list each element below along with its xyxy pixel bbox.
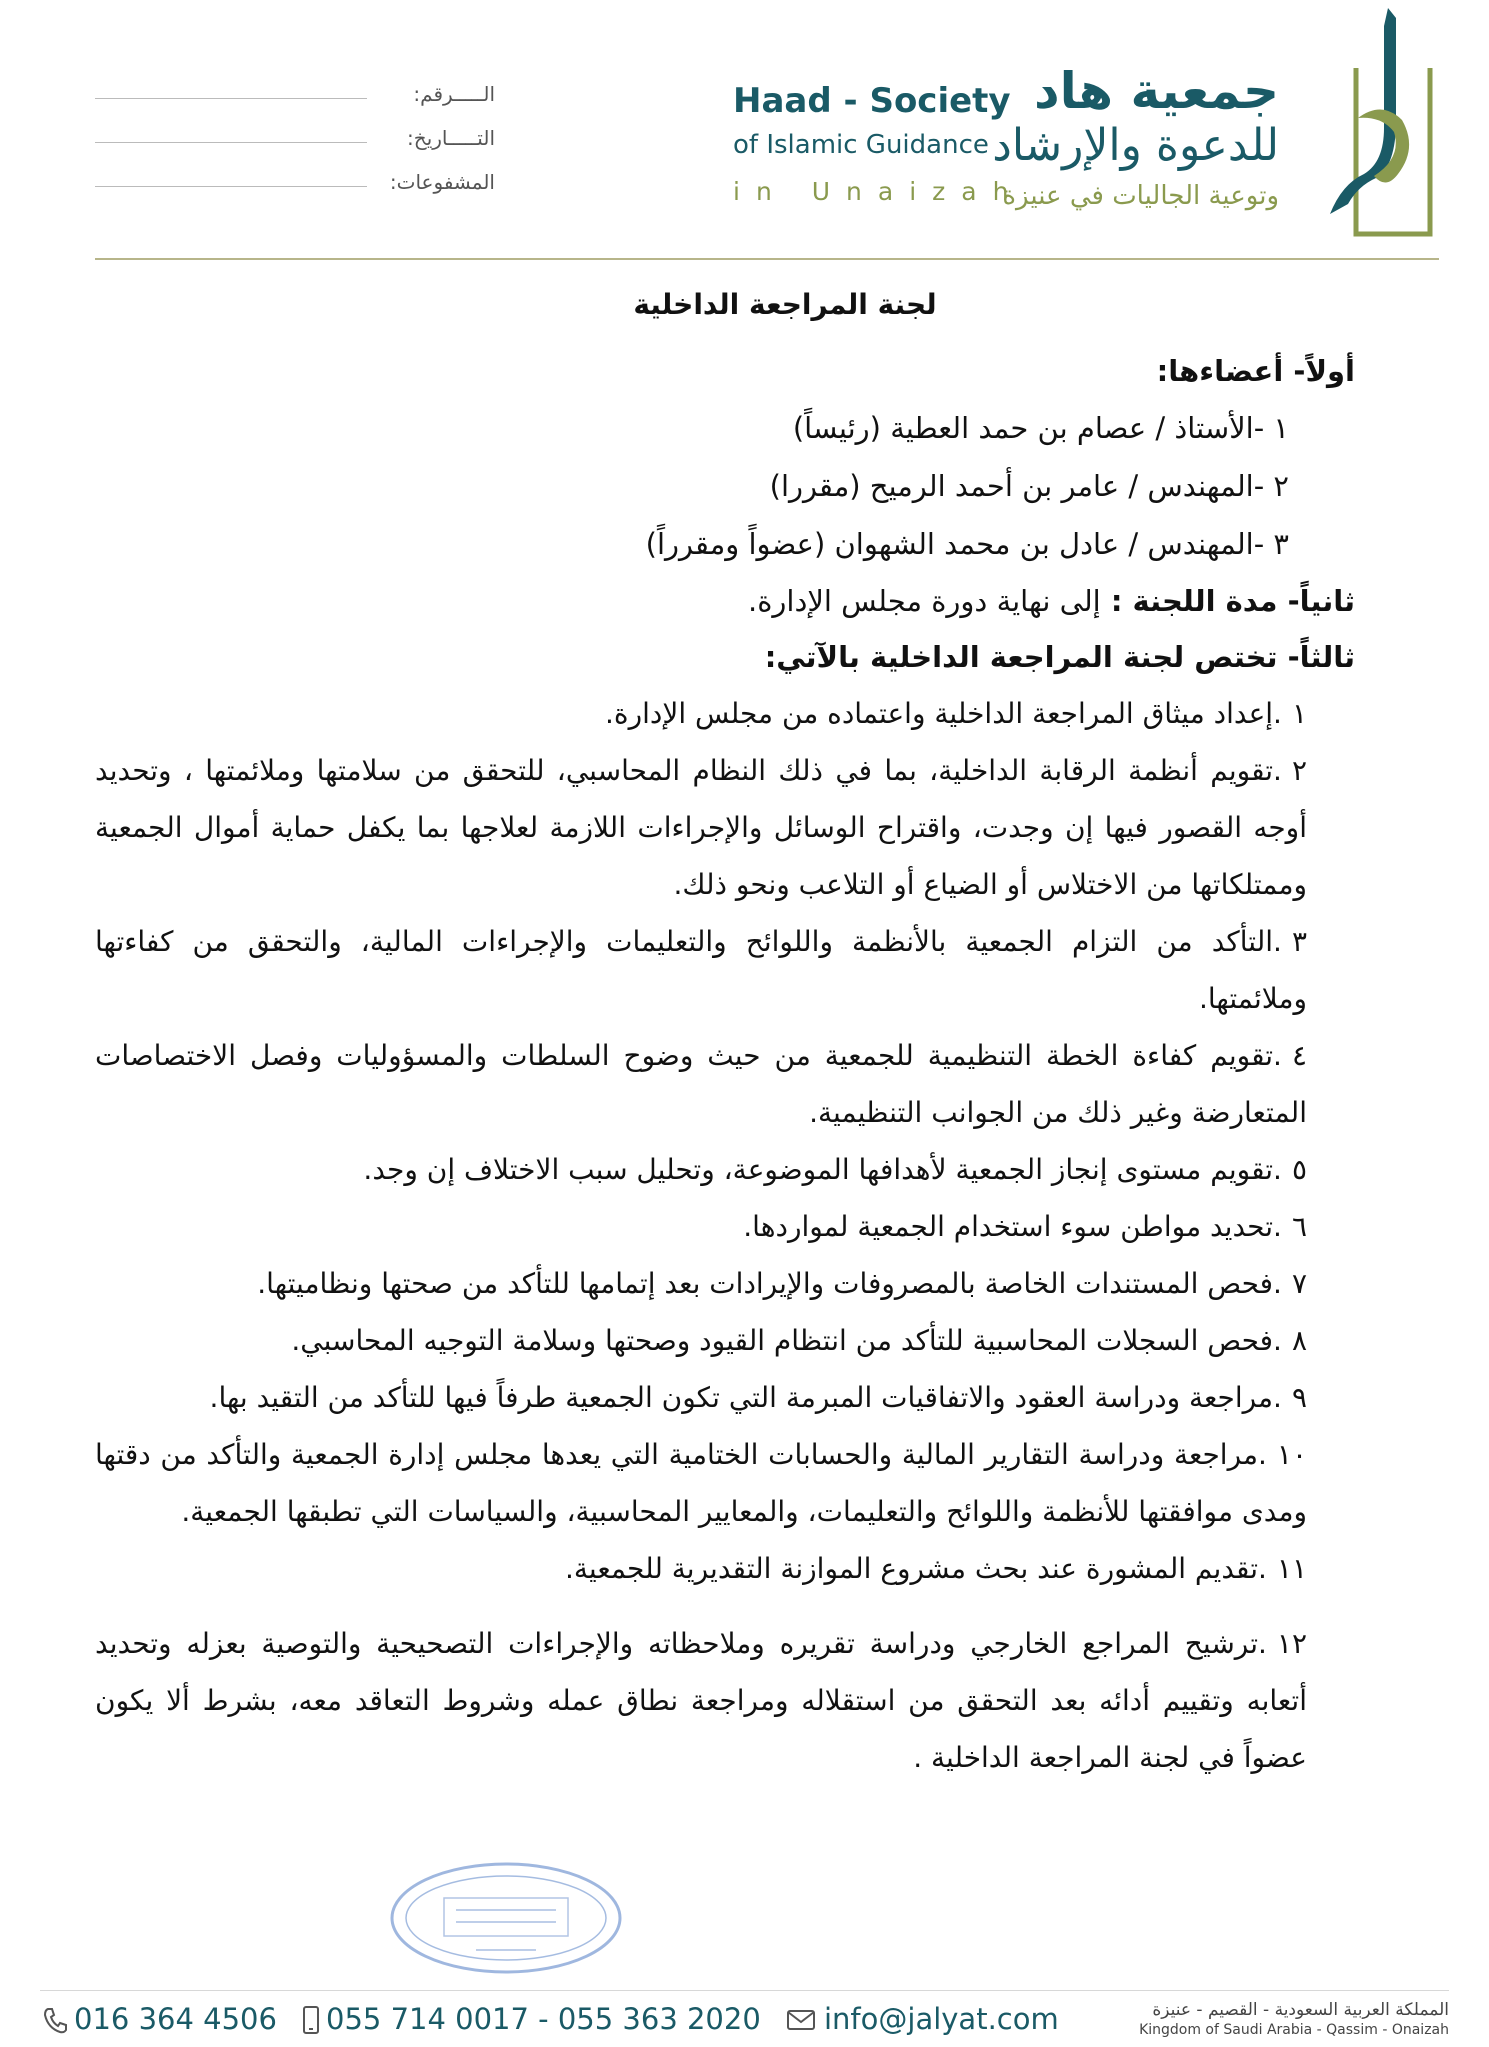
footer-address-arabic: المملكة العربية السعودية - القصيم - عنيزة	[1152, 2000, 1449, 2020]
duty-number: ٩	[1291, 1381, 1307, 1414]
phone-icon	[42, 2006, 68, 2034]
duty-number: ٥	[1291, 1153, 1307, 1186]
duty-text: .مراجعة ودراسة التقارير المالية والحسابات الختامية التي يعدها مجلس إدارة الجمعية والتأكد من دقتها ومدى موافقتها للأنظمة واللوائح والتعليمات، والمعايير المحاسبية، والسياسات التي تطبقها الجمعية.	[95, 1438, 1307, 1528]
duty-number: ١٠	[1276, 1438, 1307, 1471]
duty-text: .تقويم مستوى إنجاز الجمعية لأهدافها الموضوعة، وتحليل سبب الاختلاف إن وجد.	[363, 1153, 1282, 1186]
reference-number-label: الـــــرقم:	[413, 82, 495, 106]
duty-number: ٢	[1291, 754, 1307, 787]
duty-item	[95, 1198, 1355, 1255]
section-duties-heading: ثالثاً- تختص لجنة المراجعة الداخلية بالآتي:	[764, 640, 1355, 674]
duty-number: ١١	[1276, 1552, 1307, 1585]
duty-text: .ترشيح المراجع الخارجي ودراسة تقريره وملاحظاته والإجراءات التصحيحية والتوصية بعزله وتحديد أتعابه وتقييم أدائه بعد التحقق من استقلاله ومراجعة نطاق عمله وشروط التعاقد معه، بشرط ألا يكون عضواً في لجنة المراجعة الداخلية .	[95, 1627, 1307, 1774]
reference-number-field	[95, 82, 495, 126]
date-field	[95, 126, 495, 170]
duty-item	[95, 1426, 1355, 1540]
attachments-label: المشفوعات:	[389, 170, 495, 194]
footer-phone: 016 364 4506	[74, 2002, 277, 2036]
duty-item	[95, 913, 1355, 1027]
official-stamp-icon	[386, 1858, 626, 1978]
duty-number: ٧	[1291, 1267, 1307, 1300]
date-label: التـــــاريخ:	[407, 126, 495, 150]
footer-email: info@jalyat.com	[824, 2002, 1059, 2036]
duty-text: .تحديد مواطن سوء استخدام الجمعية لمواردها.	[743, 1210, 1282, 1243]
section-members-heading: أولاً- أعضاءها:	[1156, 354, 1355, 388]
society-name-arabic	[992, 62, 1279, 216]
letter-meta-fields	[95, 82, 495, 214]
society-name-en-line2: of Islamic Guidance	[733, 130, 989, 160]
duty-item	[95, 1369, 1355, 1426]
duty-number: ٣	[1291, 925, 1307, 958]
duty-text: .تقديم المشورة عند بحث مشروع الموازنة التقديرية للجمعية.	[564, 1552, 1267, 1585]
duty-text: .تقويم كفاءة الخطة التنظيمية للجمعية من حيث وضوح السلطات والمسؤوليات وفصل الاختصاصات المتعارضة وغير ذلك من الجوانب التنظيمية.	[95, 1039, 1307, 1129]
duty-text: .فحص السجلات المحاسبية للتأكد من انتظام القيود وصحتها وسلامة التوجيه المحاسبي.	[291, 1324, 1282, 1357]
section-duration-heading: ثانياً- مدة اللجنة :	[1110, 584, 1355, 618]
document-body	[95, 282, 1355, 1786]
society-name-ar-line1: جمعية هاد	[1033, 62, 1279, 120]
society-name-ar-line2: للدعوة والإرشاد	[992, 120, 1279, 171]
duty-item	[95, 1312, 1355, 1369]
mobile-icon	[298, 2006, 324, 2034]
duty-item	[95, 1255, 1355, 1312]
member-item: ٢ -المهندس / عامر بن أحمد الرميح (مقررا)	[769, 469, 1289, 503]
fill-line	[95, 98, 367, 99]
document-title: لجنة المراجعة الداخلية	[633, 288, 937, 321]
footer-divider	[40, 1990, 1449, 1991]
duty-number: ٦	[1291, 1210, 1307, 1243]
duty-number: ١٢	[1276, 1627, 1307, 1660]
section-duration	[95, 573, 1355, 629]
email-icon	[786, 2006, 816, 2034]
duty-text: .مراجعة ودراسة العقود والاتفاقيات المبرمة التي تكون الجمعية طرفاً فيها للتأكد من التقيد بها.	[209, 1381, 1282, 1414]
duty-number: ٨	[1291, 1324, 1307, 1357]
duty-number: ٤	[1291, 1039, 1307, 1072]
footer-mobiles: 055 714 0017 - 055 363 2020	[326, 2002, 761, 2036]
fill-line	[95, 186, 367, 187]
header-divider	[95, 258, 1439, 260]
duty-item	[95, 1540, 1355, 1597]
duty-number: ١	[1291, 697, 1307, 730]
footer-address-english: Kingdom of Saudi Arabia - Qassim - Onaizah	[1139, 2022, 1449, 2038]
society-name-english	[733, 80, 1024, 216]
duty-item	[95, 742, 1355, 913]
footer-contact-bar	[40, 2000, 1449, 2044]
fill-line	[95, 142, 367, 143]
duty-item	[95, 1141, 1355, 1198]
society-name-en-line3: in Unaizah	[733, 177, 1025, 206]
section-duration-text: إلى نهاية دورة مجلس الإدارة.	[747, 584, 1101, 618]
duty-text: .تقويم أنظمة الرقابة الداخلية، بما في ذلك النظام المحاسبي، للتحقق من سلامتها وملائمتها ، وتحديد أوجه القصور فيها إن وجدت، واقتراح الوسائل والإجراءات اللازمة لعلاجها بما يكفل حماية أموال الجمعية وممتلكاتها من الاختلاس أو الضياع أو التلاعب ونحو ذلك.	[95, 754, 1307, 901]
duty-item	[95, 685, 1355, 742]
member-item: ١ -الأستاذ / عصام بن حمد العطية (رئيساً)	[792, 411, 1289, 445]
duty-item	[95, 1027, 1355, 1141]
duty-text: .فحص المستندات الخاصة بالمصروفات والإيرادات بعد إتمامها للتأكد من صحتها ونظاميتها.	[257, 1267, 1282, 1300]
member-item: ٣ -المهندس / عادل بن محمد الشهوان (عضواً ومقرراً)	[645, 527, 1289, 561]
duty-text: .التأكد من التزام الجمعية بالأنظمة واللوائح والتعليمات والإجراءات المالية، والتحقق من كفاءتها وملائمتها.	[95, 925, 1307, 1015]
duty-item	[95, 1615, 1355, 1786]
duty-text: .إعداد ميثاق المراجعة الداخلية واعتماده من مجلس الإدارة.	[605, 697, 1282, 730]
society-logo-icon	[1318, 8, 1438, 240]
society-name-ar-line3: وتوعية الجاليات في عنيزة	[1002, 181, 1279, 211]
attachments-field	[95, 170, 495, 214]
society-name-en-line1: Haad - Society	[733, 81, 1011, 121]
